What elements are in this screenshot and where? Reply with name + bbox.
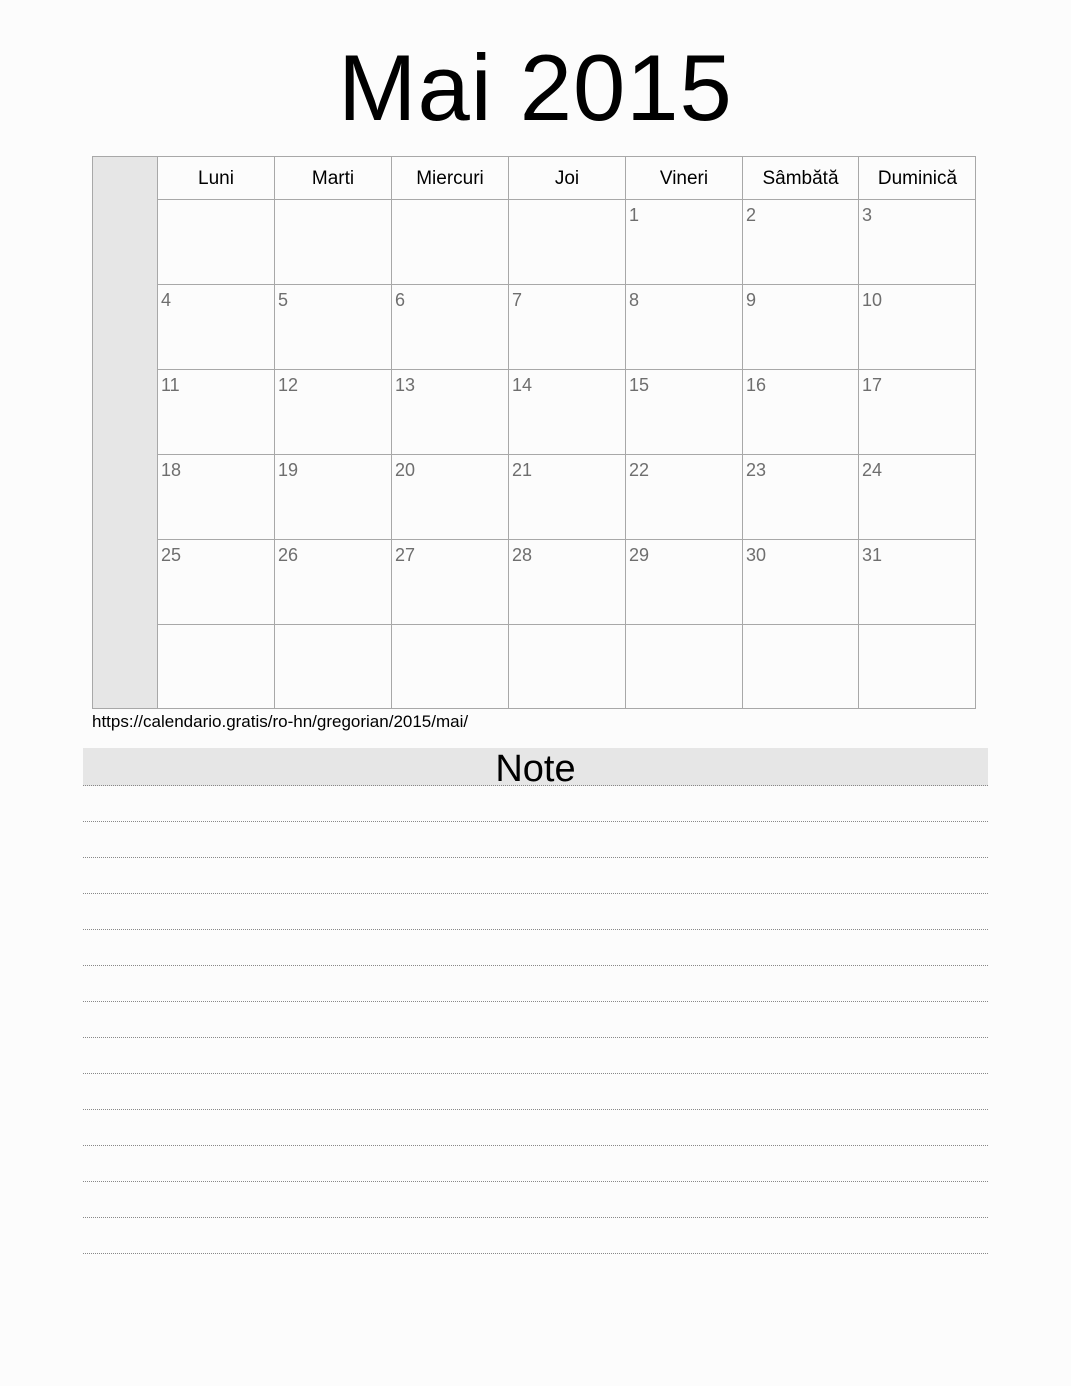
note-line[interactable]	[83, 786, 988, 822]
note-line[interactable]	[83, 858, 988, 894]
day-cell: 24	[859, 455, 976, 540]
empty-day-cell	[158, 200, 275, 285]
day-cell: 3	[859, 200, 976, 285]
note-line[interactable]	[83, 1002, 988, 1038]
day-cell: 1	[626, 200, 743, 285]
note-line[interactable]	[83, 1182, 988, 1218]
empty-day-cell	[392, 625, 509, 708]
day-cell: 8	[626, 285, 743, 370]
week-number-column	[93, 157, 158, 708]
empty-day-cell	[626, 625, 743, 708]
page-title: Mai 2015	[338, 35, 733, 140]
note-line[interactable]	[83, 1038, 988, 1074]
notes-lines	[83, 786, 988, 1254]
empty-day-cell	[275, 625, 392, 708]
note-line[interactable]	[83, 1074, 988, 1110]
weekday-header: Vineri	[626, 157, 743, 200]
day-cell: 25	[158, 540, 275, 625]
day-cell: 6	[392, 285, 509, 370]
empty-day-cell	[275, 200, 392, 285]
note-line[interactable]	[83, 930, 988, 966]
note-line[interactable]	[83, 966, 988, 1002]
calendar-days	[158, 157, 976, 708]
day-cell: 2	[743, 200, 859, 285]
notes-title: Note	[83, 748, 988, 786]
day-cell: 9	[743, 285, 859, 370]
day-cell: 26	[275, 540, 392, 625]
day-cell: 14	[509, 370, 626, 455]
day-cell: 19	[275, 455, 392, 540]
day-cell: 12	[275, 370, 392, 455]
day-cell: 28	[509, 540, 626, 625]
notes-section	[83, 748, 988, 1254]
day-cell: 27	[392, 540, 509, 625]
note-line[interactable]	[83, 1110, 988, 1146]
empty-day-cell	[509, 200, 626, 285]
day-cell: 20	[392, 455, 509, 540]
weekday-header: Sâmbătă	[743, 157, 859, 200]
day-cell: 16	[743, 370, 859, 455]
empty-day-cell	[392, 200, 509, 285]
day-cell: 4	[158, 285, 275, 370]
day-cell: 30	[743, 540, 859, 625]
day-cell: 15	[626, 370, 743, 455]
calendar-grid	[92, 156, 976, 709]
empty-day-cell	[743, 625, 859, 708]
empty-day-cell	[509, 625, 626, 708]
day-cell: 11	[158, 370, 275, 455]
weekday-header: Marti	[275, 157, 392, 200]
source-url[interactable]: https://calendario.gratis/ro-hn/gregorian/2015/mai/	[92, 712, 469, 731]
day-cell: 18	[158, 455, 275, 540]
note-line[interactable]	[83, 1146, 988, 1182]
empty-day-cell	[158, 625, 275, 708]
day-cell: 5	[275, 285, 392, 370]
weekday-header: Luni	[158, 157, 275, 200]
empty-day-cell	[859, 625, 976, 708]
day-cell: 31	[859, 540, 976, 625]
day-cell: 22	[626, 455, 743, 540]
day-cell: 29	[626, 540, 743, 625]
note-line[interactable]	[83, 894, 988, 930]
day-cell: 10	[859, 285, 976, 370]
weekday-header: Joi	[509, 157, 626, 200]
day-cell: 23	[743, 455, 859, 540]
day-cell: 7	[509, 285, 626, 370]
weekday-header: Duminică	[859, 157, 976, 200]
day-cell: 13	[392, 370, 509, 455]
day-cell: 21	[509, 455, 626, 540]
weekday-header: Miercuri	[392, 157, 509, 200]
note-line[interactable]	[83, 1218, 988, 1254]
note-line[interactable]	[83, 822, 988, 858]
day-cell: 17	[859, 370, 976, 455]
